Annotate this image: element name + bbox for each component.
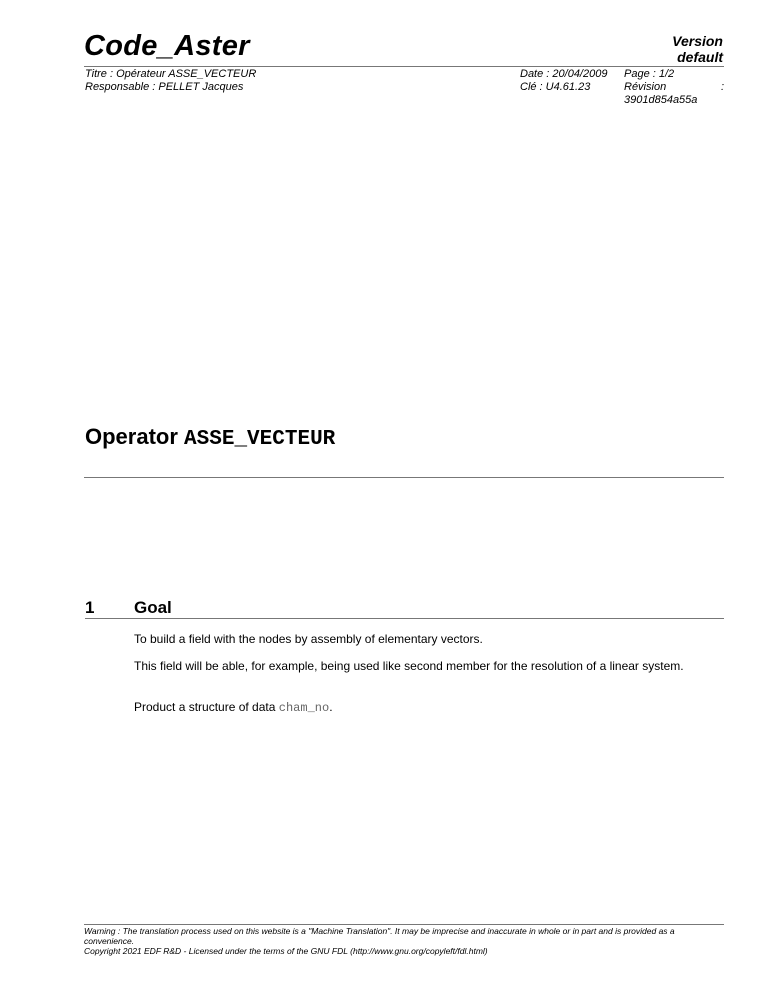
product-end: . xyxy=(329,700,333,714)
header-left xyxy=(85,68,256,94)
section-number: 1 xyxy=(85,598,95,617)
footer xyxy=(84,926,724,956)
document-title xyxy=(85,424,335,451)
revision-label: Révision xyxy=(624,81,667,93)
page-line: Page : 1/2 xyxy=(624,68,675,80)
section-heading xyxy=(85,598,724,619)
title-divider xyxy=(84,477,724,478)
section-title: Goal xyxy=(134,598,172,617)
revision-value: 3901d854a55a xyxy=(624,94,698,106)
header-right xyxy=(624,68,724,107)
header-divider xyxy=(84,66,724,67)
date-line: Date : 20/04/2009 xyxy=(520,68,608,80)
footer-divider xyxy=(84,924,724,925)
product-paragraph xyxy=(134,700,724,715)
revision-colon: : xyxy=(720,81,724,93)
title-prefix: Operator xyxy=(85,424,178,449)
doc-title-line: Titre : Opérateur ASSE_VECTEUR xyxy=(85,68,257,80)
version-value: default xyxy=(677,49,723,65)
paragraph: This field will be able, for example, being used like second member for the resolution of a linear system. xyxy=(134,659,684,673)
product-text: Product a structure of data xyxy=(134,700,276,714)
code-aster-logo: Code_Aster xyxy=(84,30,250,62)
footer-warning: Warning : The translation process used on this website is a "Machine Translation". It may be imprecise and inaccurate in whole or in part and is provided as a convenience. xyxy=(84,926,675,946)
footer-copyright: Copyright 2021 EDF R&D - Licensed under the terms of the GNU FDL (http://www.gnu.org/copyleft/fdl.html) xyxy=(84,946,488,956)
version-label: Version xyxy=(672,33,723,49)
header-middle xyxy=(520,68,607,94)
cle-line: Clé : U4.61.23 xyxy=(520,81,591,93)
revision-row xyxy=(624,81,724,94)
product-code: cham_no xyxy=(278,701,330,715)
responsable-line: Responsable : PELLET Jacques xyxy=(85,81,244,93)
paragraph: To build a field with the nodes by assembly of elementary vectors. xyxy=(134,632,483,646)
version-block xyxy=(672,33,723,65)
title-code: ASSE_VECTEUR xyxy=(184,428,336,451)
